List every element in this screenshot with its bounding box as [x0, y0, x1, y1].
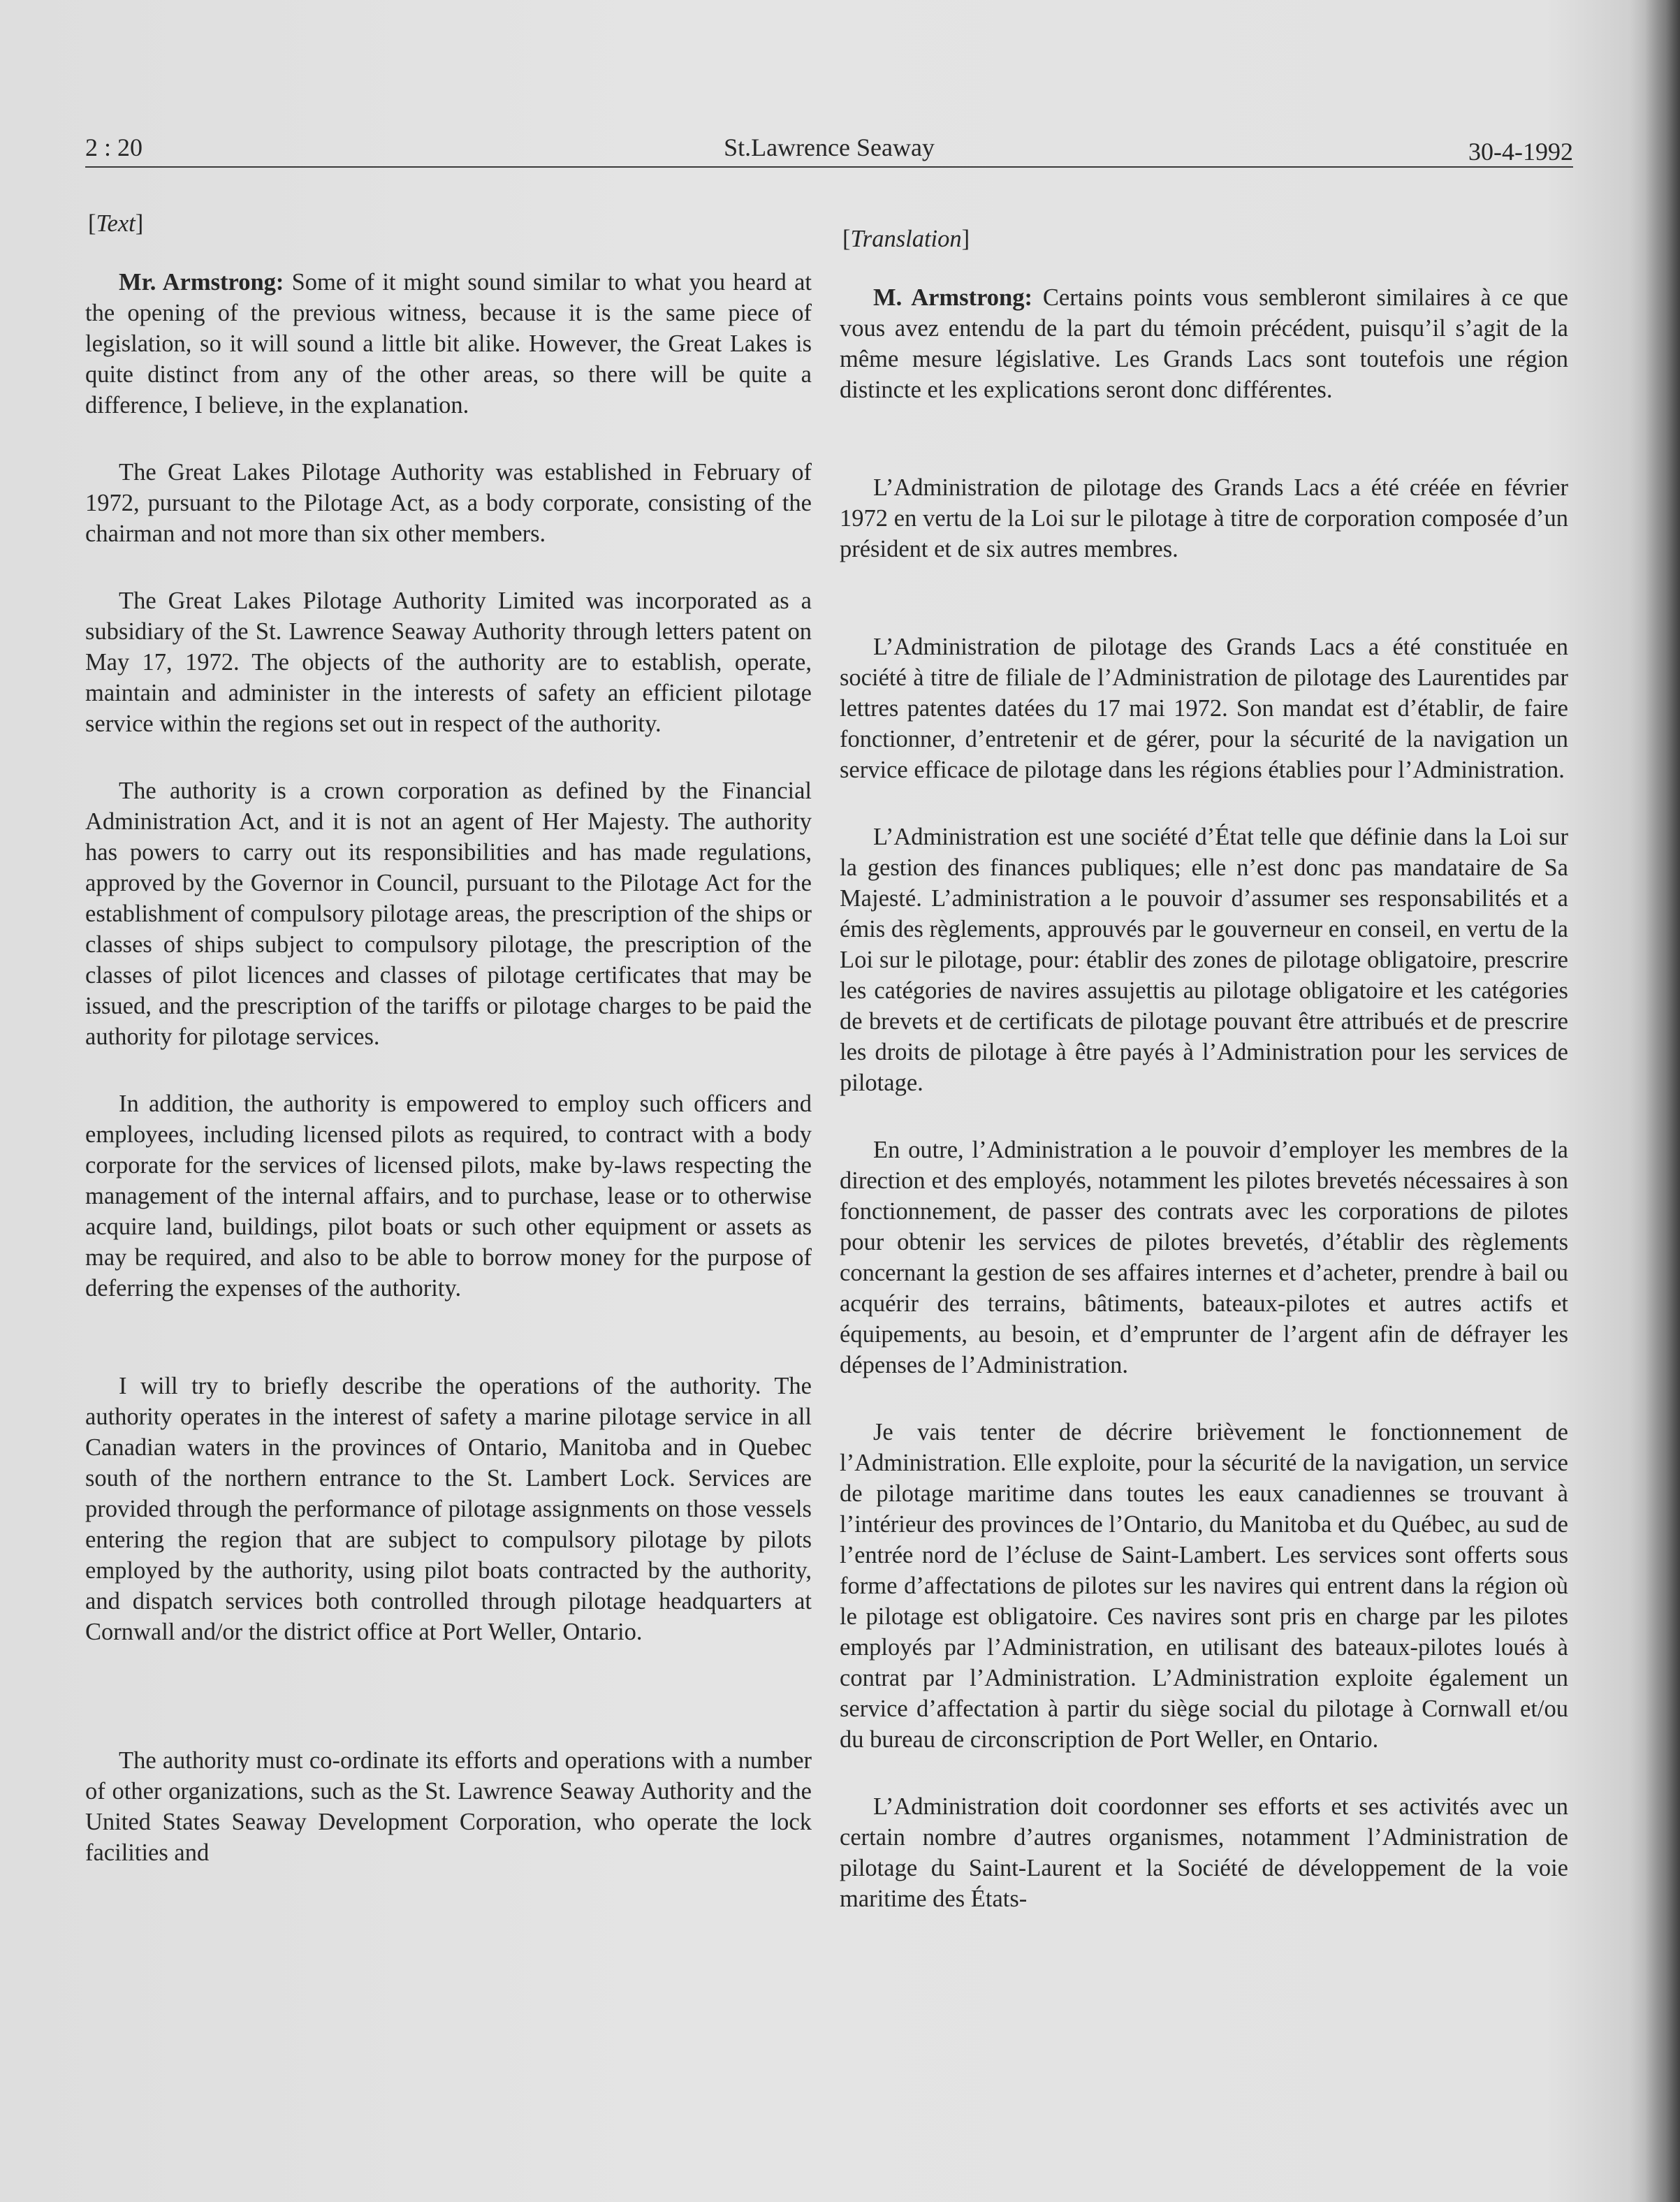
- paragraph: [85, 775, 812, 1052]
- paragraph-text: L’Administration est une société d’État telle que définie dans la Loi sur la gestion des finances publiques; elle n’est donc pas mandataire de Sa Majesté. L’administration a le pouvoir d’assumer ses responsabilités et a émis des règlements, approuvés par le gouverneur en conseil, en vertu de la Loi sur le pilotage, pour: établir des zones de pilotage obligatoire, prescrire les catégories de navires assujettis au pilotage obligatoire et les catégories de brevets et de certificats de pilotage pouvant être attribués et de prescrire les droits de pilotage à être payés à l’Administration pour les services de pilotage.: [840, 824, 1568, 1096]
- paragraph: [840, 1417, 1568, 1755]
- paragraph-text: The authority is a crown corporation as defined by the Financial Administration Act, and it is not an agent of Her Majesty. The authority has powers to carry out its responsibilities and has made regulations, approved by the Governor in Council, pursuant to the Pilotage Act for the establishment of compulsory pilotage areas, the prescription of the ships or classes of ships subject to compulsory pilotage, the prescription of the classes of pilot licences and classes of pilotage certificates that may be issued, and the prescription of the tariffs or pilotage charges to be paid the authority for pilotage services.: [85, 778, 812, 1050]
- column-tag-text: Translation: [850, 226, 962, 252]
- page-number: 2 : 20: [85, 133, 143, 161]
- column-tag: [Text]: [88, 210, 144, 237]
- paragraph-text: Some of it might sound similar to what you heard at the opening of the previous witness, because it is the same piece of legislation, so it will sound a little bit alike. However, the Great Lakes is quite distinct from any of the other areas, so there will be quite a difference, I believe, in the explanation.: [85, 269, 812, 418]
- paragraph: [840, 1135, 1568, 1380]
- publication-title: St.Lawrence Seaway: [724, 133, 935, 161]
- paragraph: [85, 1088, 812, 1304]
- paragraph: [840, 632, 1568, 785]
- column-tag-text: Text: [96, 210, 136, 237]
- paragraph-text: Certains points vous sembleront similaires à ce que vous avez entendu de la part du témoin précédent, puisqu’il s’agit de la même mesure législative. Les Grands Lacs sont toutefois une région distincte et les explications seront donc différentes.: [840, 284, 1568, 403]
- paragraph: [840, 1791, 1568, 1914]
- paragraph-text: En outre, l’Administration a le pouvoir d’employer les membres de la direction et des employés, notamment les pilotes brevetés nécessaires à son fonctionnement, de passer des contrats avec les corporations de pilotes pour obtenir les services de pilotes brevetés, d’établir des règlements concernant la gestion de ses affaires internes et d’acheter, prendre à bail ou acquérir des terrains, bâtiments, bateaux-pilotes et autres actifs et équipements, au besoin, et d’emprunter de l’argent afin de défrayer les dépenses de l’Administration.: [840, 1137, 1568, 1378]
- column-tag: [Translation]: [842, 226, 970, 252]
- paragraph-text: I will try to briefly describe the operations of the authority. The authority operates in the interest of safety a marine pilotage service in all Canadian waters in the provinces of Ontario, Manitoba and in Quebec south of the northern entrance to the St. Lambert Lock. Services are provided through the performance of pilotage assignments on those vessels entering the region that are subject to compulsory pilotage by pilots employed by the authority, using pilot boats contracted by the authority, and dispatch services both controlled through pilotage headquarters at Cornwall and/or the district office at Port Weller, Ontario.: [85, 1373, 812, 1645]
- paragraph: [85, 267, 812, 421]
- paragraph: [840, 822, 1568, 1098]
- paragraph-text: L’Administration de pilotage des Grands Lacs a été constituée en société à titre de filiale de l’Administration de pilotage des Laurentides par lettres patentes datées du 17 mai 1972. Son mandat est d’établir, de faire fonctionner, d’entretenir et de gérer, pour la sécurité de la navigation un service efficace de pilotage dans les régions établies pour l’Administration.: [840, 634, 1568, 783]
- paragraph-text: The Great Lakes Pilotage Authority Limited was incorporated as a subsidiary of the St. Lawrence Seaway Authority through letters patent on May 17, 1972. The objects of the authority are to establish, operate, maintain and administer in the interests of safety an efficient pilotage service within the regions set out in respect of the authority.: [85, 588, 812, 737]
- paragraph-text: L’Administration doit coordonner ses efforts et ses activités avec un certain nombre d’autres organismes, notamment l’Administration de pilotage du Saint-Laurent et la Société de développement de la voie maritime des États-: [840, 1793, 1568, 1912]
- page-header: [85, 131, 1573, 168]
- paragraph: [840, 282, 1568, 405]
- paragraph-text: Je vais tenter de décrire brièvement le fonctionnement de l’Administration. Elle exploite, pour la sécurité de la navigation, un service de pilotage maritime dans toutes les eaux canadiennes se trouvant à l’intérieur des provinces de l’Ontario, du Manitoba et du Québec, au sud de l’entrée nord de l’écluse de Saint-Lambert. Les services sont offerts sous forme d’affectations de pilotes sur les navires qui entrent dans la région où le pilotage est obligatoire. Ces navires sont pris en charge par les pilotes employés par l’Administration, en utilisant des bateaux-pilotes loués à contrat par l’Administration. L’Administration exploite également un service d’affectation à partir du siège social du pilotage à Cornwall et/ou du bureau de circonscription de Port Weller, en Ontario.: [840, 1419, 1568, 1753]
- paragraph-text: The authority must co-ordinate its efforts and operations with a number of other organizations, such as the St. Lawrence Seaway Authority and the United States Seaway Development Corporation, who operate the lock facilities and: [85, 1747, 812, 1866]
- paragraph: [840, 472, 1568, 564]
- binding-edge-shadow: [1645, 0, 1680, 2202]
- speaker-name: Mr. Armstrong:: [119, 269, 284, 296]
- paragraph-text: L’Administration de pilotage des Grands Lacs a été créée en février 1972 en vertu de la Loi sur le pilotage à titre de corporation composée d’un président et de six autres membres.: [840, 474, 1568, 562]
- paragraph: [85, 1371, 812, 1647]
- paragraph-text: In addition, the authority is empowered to employ such officers and employees, including licensed pilots as required, to contract with a body corporate for the services of licensed pilots, make by-laws respecting the management of the internal affairs, and to purchase, lease or to otherwise acquire land, buildings, pilot boats or such other equipment or assets as may be required, and also to be able to borrow money for the purpose of deferring the expenses of the authority.: [85, 1091, 812, 1301]
- paragraph: [85, 457, 812, 549]
- page-date: 30-4-1992: [1468, 138, 1573, 166]
- paragraph: [85, 1745, 812, 1868]
- right-column: [840, 208, 1568, 1914]
- left-column: [85, 208, 812, 1868]
- paragraph-text: The Great Lakes Pilotage Authority was established in February of 1972, pursuant to the Pilotage Act, as a body corporate, consisting of the chairman and not more than six other members.: [85, 459, 812, 547]
- speaker-name: M. Armstrong:: [873, 284, 1032, 311]
- paragraph: [85, 585, 812, 739]
